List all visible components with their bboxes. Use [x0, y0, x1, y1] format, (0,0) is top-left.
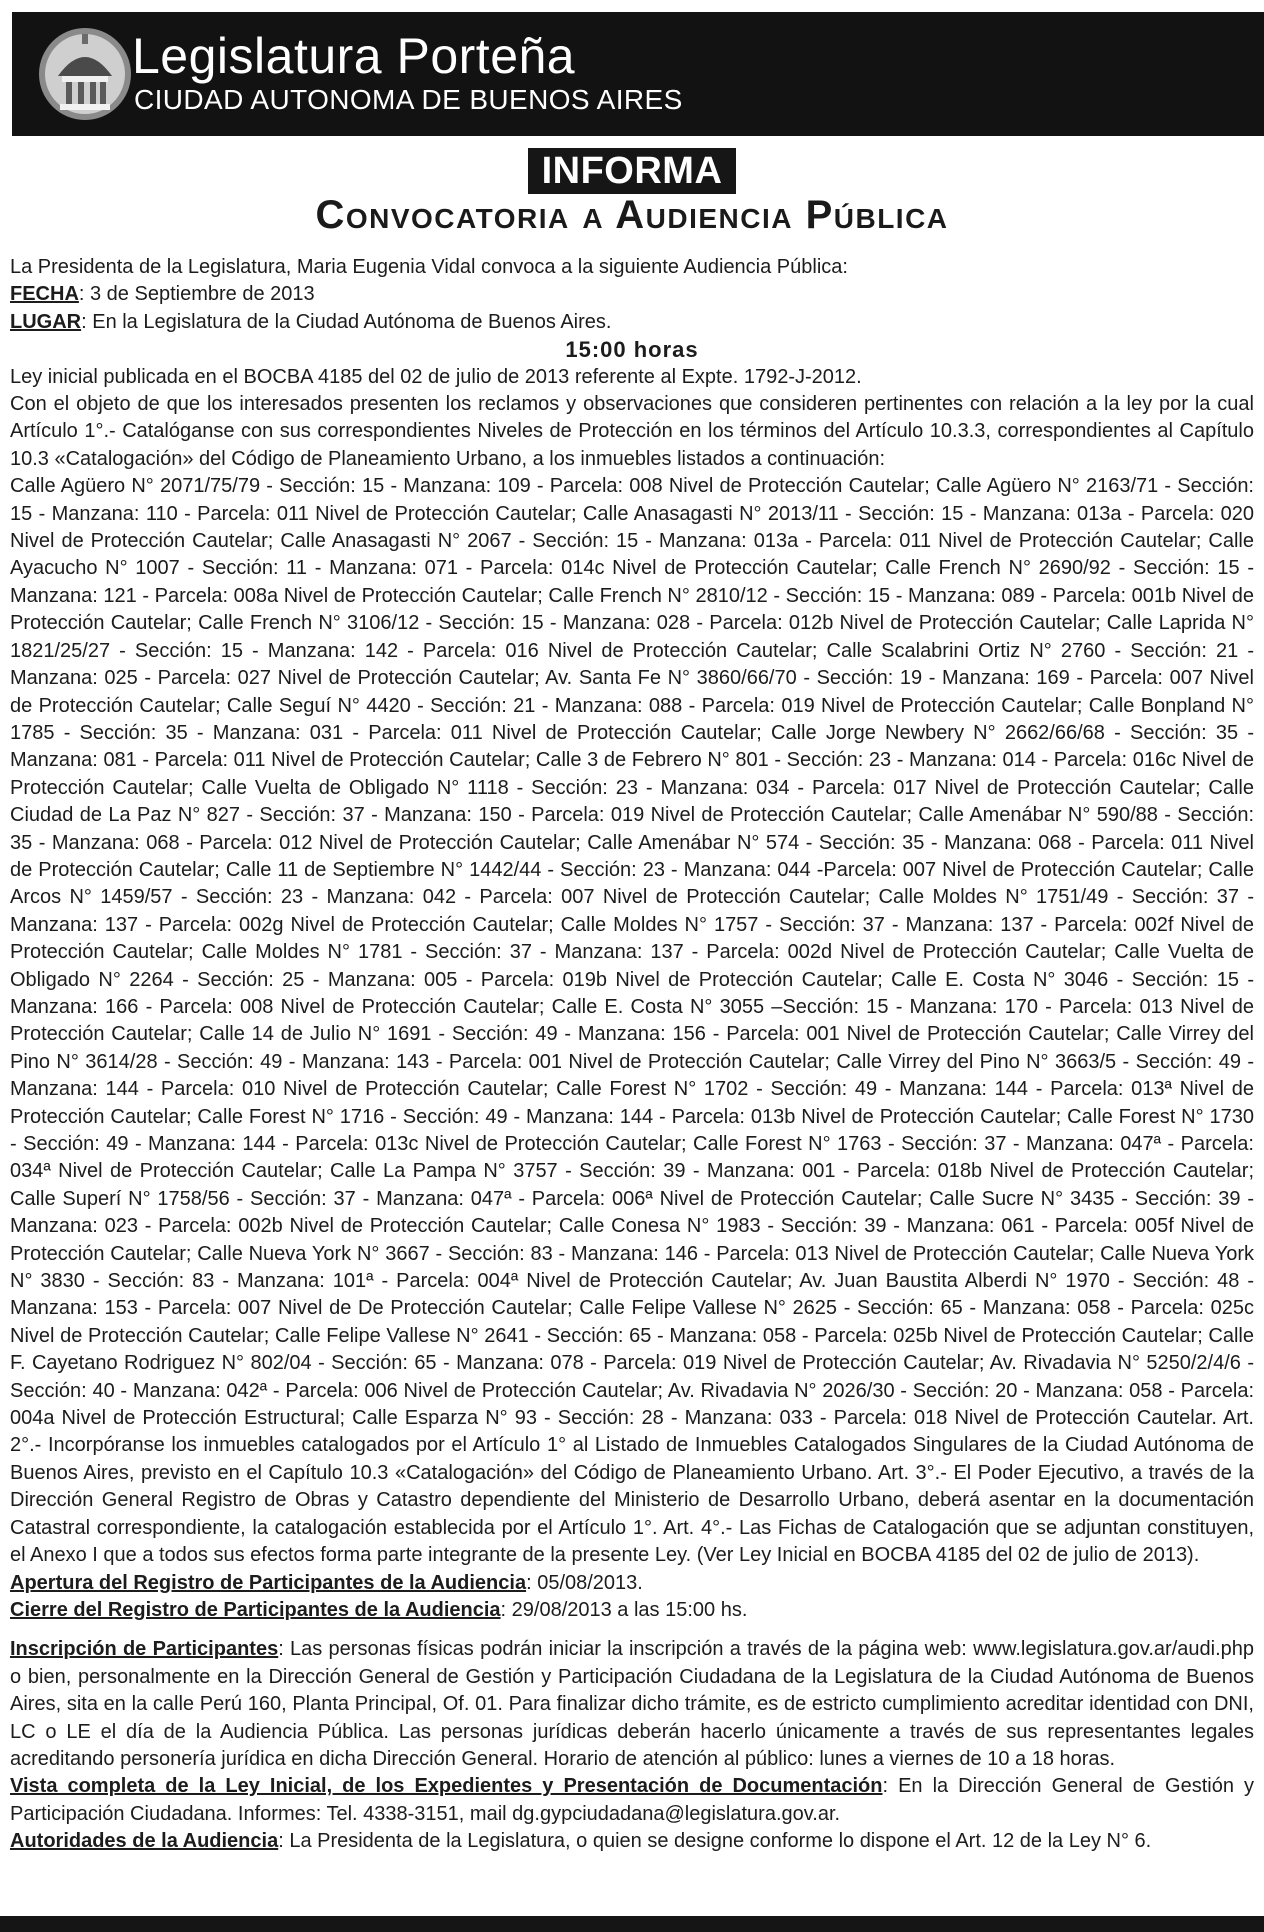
cierre-label: Cierre del Registro de Participantes de la Audiencia — [10, 1598, 501, 1621]
informa-badge: INFORMA — [528, 148, 737, 194]
vista-value: : En la Dirección General de Gestión y Participación Ciudadana. Informes: Tel. 4338-3151, mail dg.gypciudadana@legislatura.gov.ar. — [10, 1775, 1254, 1825]
apertura-line — [10, 1570, 1254, 1597]
autoridades-line — [10, 1828, 1254, 1855]
fecha-label: FECHA — [10, 283, 79, 306]
cierre-value: : 29/08/2013 a las 15:00 hs. — [500, 1598, 748, 1621]
header-banner — [12, 12, 1264, 136]
vista-line — [10, 1773, 1254, 1828]
inscripcion-label: Inscripción de Participantes — [10, 1638, 279, 1661]
lugar-label: LUGAR — [10, 310, 82, 333]
inscripcion-value: : Las personas físicas podrán iniciar la inscripción a través de la página web: www.legislatura.gov.ar/audi.php o bien, personalmente en la Dirección General de Gestión y Participación Ciudadana de la Legislatura de la Ciudad Autónoma de Buenos Aires, sita en la calle Perú 160, Planta Principal, Of. 01. Para finalizar dicho trámite, es de estricto cumplimiento acreditar identidad con DNI, LC o LE el día de la Audiencia Pública. Las personas jurídicas deberán hacerlo únicamente a través de sus representantes legales acreditando personería jurídica en dicha Dirección General. Horario de atención al público: lunes a viernes de 10 a 18 horas. — [10, 1638, 1255, 1770]
header-subtitle: CIUDAD AUTONOMA DE BUENOS AIRES — [134, 84, 683, 115]
lugar-line — [10, 309, 1254, 336]
notice-body — [10, 254, 1254, 1856]
listado-text: Calle Agüero N° 2071/75/79 - Sección: 15 - Manzana: 109 - Parcela: 008 Nivel de Protección Cautelar; Calle Agüero N° 2163/71 - Sección: 15 - Manzana: 110 - Parcela: 011 Nivel de Protección Cautelar; Calle Anasagasti N° 2013/11 - Sección: 15 - Manzana: 013a - Parcela: 020 Nivel de Protección Cautelar; Calle Anasagasti N° 2067 - Sección: 15 - Manzana: 013a - Parcela: 011 Nivel de Protección Cautelar; Calle Ayacucho N° 1007 - Sección: 11 - Manzana: 071 - Parcela: 014c Nivel de Protección Cautelar; Calle French N° 2690/92 - Sección: 15 - Manzana: 121 - Parcela: 008a Nivel de Protección Cautelar; Calle French N° 2810/12 - Sección: 15 - Manzana: 089 - Parcela: 001b Nivel de Protección Cautelar; Calle French N° 3106/12 - Sección: 15 - Manzana: 028 - Parcela: 012b Nivel de Protección Cautelar; Calle Laprida N° 1821/25/27 - Sección: 15 - Manzana: 142 - Parcela: 016 Nivel de Protección Cautelar; Calle Scalabrini Ortiz N° 2760 - Sección: 21 - Manzana: 025 - Parcela: 027 Nivel de Protección Cautelar; Av. Santa Fe N° 3860/66/70 - Sección: 19 - Manzana: 169 - Parcela: 007 Nivel de Protección Cautelar; Calle Seguí N° 4420 - Sección: 21 - Manzana: 088 - Parcela: 019 Nivel de Protección Cautelar; Calle Bonpland N° 1785 - Sección: 35 - Manzana: 031 - Parcela: 011 Nivel de Protección Cautelar; Calle Jorge Newbery N° 2662/66/68 - Sección: 35 - Manzana: 081 - Parcela: 011 Nivel de Protección Cautelar; Calle 3 de Febrero N° 801 - Sección: 23 - Manzana: 014 - Parcela: 016c Nivel de Protección Cautelar; Calle Vuelta de Obligado N° 1118 - Sección: 23 - Manzana: 034 - Parcela: 017 Nivel de Protección Cautelar; Calle Ciudad de La Paz N° 827 - Sección: 37 - Manzana: 150 - Parcela: 019 Nivel de Protección Cautelar; Calle Amenábar N° 590/88 - Sección: 35 - Manzana: 068 - Parcela: 012 Nivel de Protección Cautelar; Calle Amenábar N° 574 - Sección: 35 - Manzana: 068 - Parcela: 011 Nivel de Protección Cautelar; Calle 11 de Septiembre N° 1442/44 - Sección: 23 - Manzana: 044 -Parcela: 007 Nivel de Protección Cautelar; Calle Arcos N° 1459/57 - Sección: 23 - Manzana: 042 - Parcela: 007 Nivel de Protección Cautelar; Calle Moldes N° 1751/49 - Sección: 37 - Manzana: 137 - Parcela: 002g Nivel de Protección Cautelar; Calle Moldes N° 1757 - Sección: 37 - Manzana: 137 - Parcela: 002f Nivel de Protección Cautelar; Calle Moldes N° 1781 - Sección: 37 - Manzana: 137 - Parcela: 002d Nivel de Protección Cautelar; Calle Vuelta de Obligado N° 2264 - Sección: 25 - Manzana: 005 - Parcela: 019b Nivel de Protección Cautelar; Calle E. Costa N° 3046 - Sección: 15 - Manzana: 166 - Parcela: 008 Nivel de Protección Cautelar; Calle E. Costa N° 3055 –Sección: 15 - Manzana: 170 - Parcela: 013 Nivel de Protección Cautelar; Calle 14 de Julio N° 1691 - Sección: 49 - Manzana: 156 - Parcela: 001 Nivel de Protección Cautelar; Calle Virrey del Pino N° 3614/28 - Sección: 49 - Manzana: 143 - Parcela: 001 Nivel de Protección Cautelar; Calle Virrey del Pino N° 3663/5 - Sección: 49 - Manzana: 144 - Parcela: 010 Nivel de Protección Cautelar; Calle Forest N° 1702 - Sección: 49 - Manzana: 144 - Parcela: 013ª Nivel de Protección Cautelar; Calle Forest N° 1716 - Sección: 49 - Manzana: 144 - Parcela: 013b Nivel de Protección Cautelar; Calle Forest N° 1730 - Sección: 49 - Manzana: 144 - Parcela: 013c Nivel de Protección Cautelar; Calle Forest N° 1763 - Sección: 37 - Manzana: 047ª - Parcela: 034ª Nivel de Protección Cautelar; Calle La Pampa N° 3757 - Sección: 39 - Manzana: 001 - Parcela: 018b Nivel de Protección Cautelar; Calle Superí N° 1758/56 - Sección: 37 - Manzana: 047ª - Parcela: 006ª Nivel de Protección Cautelar; Calle Sucre N° 3435 - Sección: 39 - Manzana: 023 - Parcela: 002b Nivel de Protección Cautelar; Calle Conesa N° 1983 - Sección: 39 - Manzana: 061 - Parcela: 005f Nivel de Protección Cautelar; Calle Nueva York N° 3667 - Sección: 83 - Manzana: 146 - Parcela: 013 Nivel de Protección Cautelar; Calle Nueva York N° 3830 - Sección: 83 - Manzana: 101ª - Parcela: 004ª Nivel de Protección Cautelar; Av. Juan Baustita Alberdi N° 1970 - Sección: 48 - Manzana: 153 - Parcela: 007 Nivel de De Protección Cautelar; Calle Felipe Vallese N° 2625 - Sección: 65 - Manzana: 058 - Parcela: 025c Nivel de Protección Cautelar; Calle Felipe Vallese N° 2641 - Sección: 65 - Manzana: 058 - Parcela: 025b Nivel de Protección Cautelar; Calle F. Cayetano Rodriguez N° 802/04 - Sección: 65 - Manzana: 078 - Parcela: 019 Nivel de Protección Cautelar; Av. Rivadavia N° 5250/2/4/6 - Sección: 40 - Manzana: 042ª - Parcela: 006 Nivel de Protección Cautelar; Av. Rivadavia N° 2026/30 - Sección: 20 - Manzana: 058 - Parcela: 004a Nivel de Protección Estructural; Calle Esparza N° 93 - Sección: 28 - Manzana: 033 - Parcela: 018 Nivel de Protección Cautelar. Art. 2°.- Incorpóranse los inmuebles catalogados por el Artículo 1° al Listado de Inmuebles Catalogados Singulares de la Ciudad Autónoma de Buenos Aires, previsto en el Capítulo 10.3 «Catalogación» del Código de Planeamiento Urbano. Art. 3°.- El Poder Ejecutivo, a través de la Dirección General Registro de Obras y Catastro dependiente del Ministerio de Desarrollo Urbano, deberá asentar en la documentación Catastral correspondiente, la catalogación establecida por el Artículo 1°. Art. 4°.- Las Fichas de Catalogación que se adjuntan constituyen, el Anexo I que a todos sus efectos forma parte integrante de la presente Ley. (Ver Ley Inicial en BOCBA 4185 del 02 de julio de 2013). — [10, 475, 1254, 1567]
fecha-value: : 3 de Septiembre de 2013 — [78, 283, 315, 306]
autoridades-value: : La Presidenta de la Legislatura, o quien se designe conforme lo dispone el Art. 12 de la Ley N° 6. — [278, 1830, 1152, 1853]
section-gap — [10, 1624, 1254, 1636]
header-title: Legislatura Porteña — [132, 28, 576, 84]
autoridades-label: Autoridades de la Audiencia — [10, 1830, 279, 1853]
informa-wrap — [0, 148, 1264, 194]
intro-text: La Presidenta de la Legislatura, Maria Eugenia Vidal convoca a la siguiente Audiencia Pública: — [10, 256, 848, 278]
apertura-value: : 05/08/2013. — [526, 1571, 643, 1594]
ley-inicial-text: Ley inicial publicada en el BOCBA 4185 del 02 de julio de 2013 referente al Expte. 1792-J-2012. — [10, 365, 862, 388]
vista-label: Vista completa de la Ley Inicial, de los Expedientes y Presentación de Documentación — [10, 1775, 883, 1798]
legislatura-building-logo-icon — [36, 24, 134, 124]
inscripcion-line — [10, 1636, 1254, 1773]
apertura-label: Apertura del Registro de Participantes de la Audiencia — [10, 1571, 527, 1594]
objeto-text: Con el objeto de que los interesados presenten los reclamos y observaciones que consideren pertinentes con relación a la ley por la cual Artículo 1°.- Catalóganse con sus correspondientes Niveles de Protección en los términos del Artículo 10.3.3, correspondientes al Capítulo 10.3 «Catalogación» del Código de Planeamiento Urbano, a los inmuebles listados a continuación: — [10, 393, 1254, 470]
lugar-value: : En la Legislatura de la Ciudad Autónoma de Buenos Aires. — [81, 310, 612, 333]
notice-heading: Convocatoria a Audiencia Pública — [315, 193, 949, 237]
footer-bar — [0, 1916, 1264, 1932]
hora-text: 15:00 horas — [565, 337, 699, 363]
cierre-line — [10, 1597, 1254, 1624]
fecha-line — [10, 281, 1254, 308]
